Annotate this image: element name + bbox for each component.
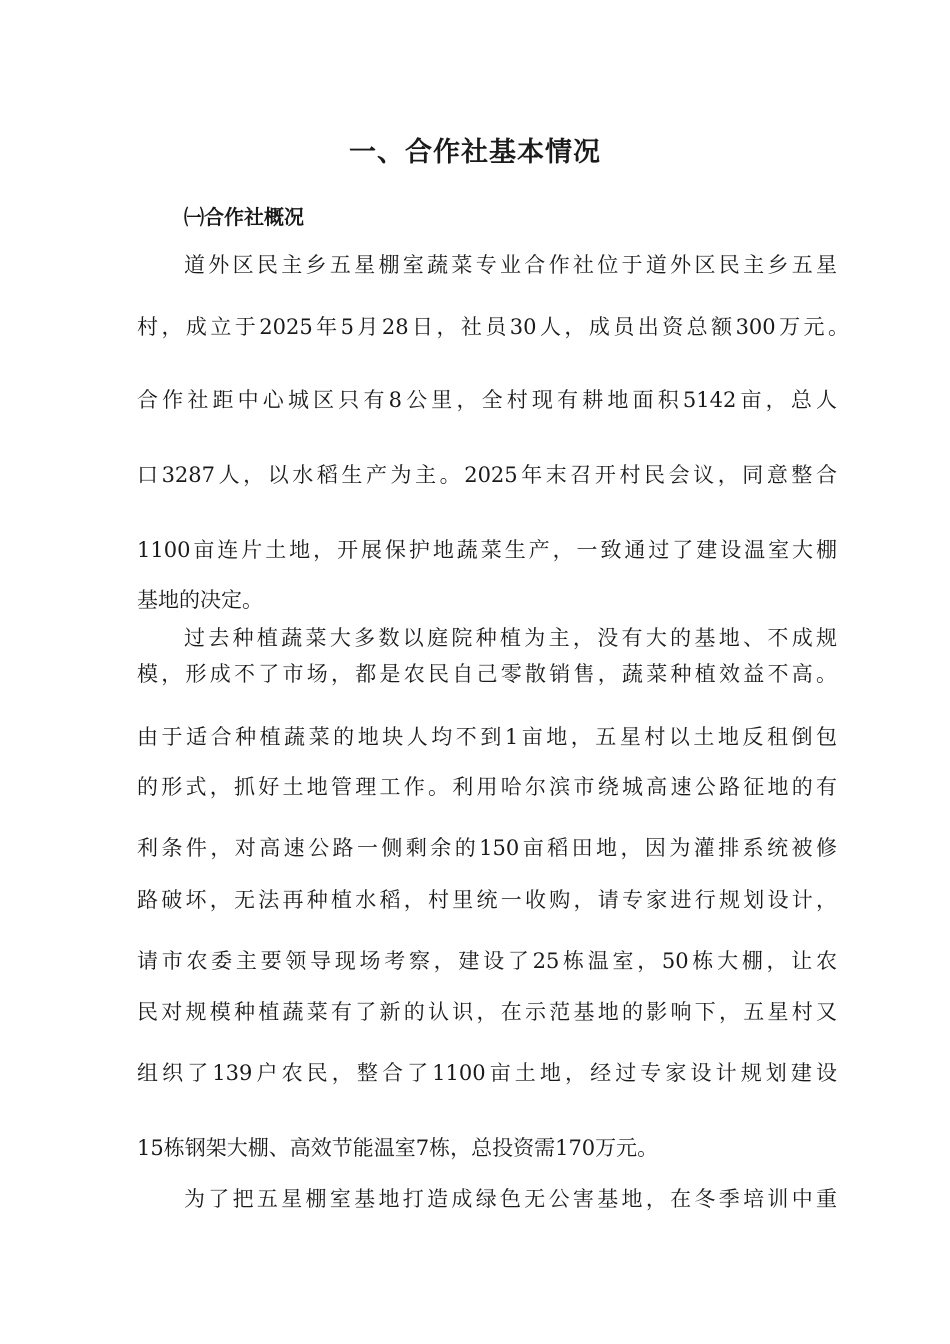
- paragraph-line: 过去种植蔬菜大多数以庭院种植为主，没有大的基地、不成规: [184, 626, 837, 650]
- paragraph-line: 基地的决定。: [137, 588, 263, 612]
- paragraph-line: 村，成立于2025年5月28日，社员30人，成员出资总额300万元。: [137, 315, 849, 339]
- paragraph-line: 的形式，抓好土地管理工作。利用哈尔滨市绕城高速公路征地的有: [137, 775, 837, 799]
- paragraph-line: 组织了139户农民，整合了1100亩土地，经过专家设计规划建设: [137, 1061, 837, 1085]
- paragraph-line: 道外区民主乡五星棚室蔬菜专业合作社位于道外区民主乡五星: [184, 253, 837, 277]
- paragraph-line: 合作社距中心城区只有8公里，全村现有耕地面积5142亩，总人: [137, 388, 837, 412]
- paragraph-line: 1100亩连片土地，开展保护地蔬菜生产，一致通过了建设温室大棚: [137, 538, 837, 562]
- paragraph-line: 为了把五星棚室基地打造成绿色无公害基地，在冬季培训中重: [184, 1187, 837, 1211]
- paragraph-line: 请市农委主要领导现场考察，建设了25栋温室，50栋大棚，让农: [137, 949, 837, 973]
- paragraph-line: 15栋钢架大棚、高效节能温室7栋，总投资需170万元。: [137, 1136, 659, 1160]
- paragraph-line: 模，形成不了市场，都是农民自己零散销售，蔬菜种植效益不高。: [137, 662, 837, 686]
- page-title: 一、合作社基本情况: [349, 137, 601, 168]
- paragraph-line: 利条件，对高速公路一侧剩余的150亩稻田地，因为灌排系统被修: [137, 836, 837, 860]
- paragraph-line: 民对规模种植蔬菜有了新的认识，在示范基地的影响下，五星村又: [137, 1000, 837, 1024]
- paragraph-line: 口3287人，以水稻生产为主。2025年末召开村民会议，同意整合: [137, 463, 837, 487]
- paragraph-line: 由于适合种植蔬菜的地块人均不到1亩地，五星村以土地反租倒包: [137, 725, 837, 749]
- section-heading: ㈠合作社概况: [184, 205, 304, 229]
- paragraph-line: 路破坏，无法再种植水稻，村里统一收购，请专家进行规划设计，: [137, 888, 837, 912]
